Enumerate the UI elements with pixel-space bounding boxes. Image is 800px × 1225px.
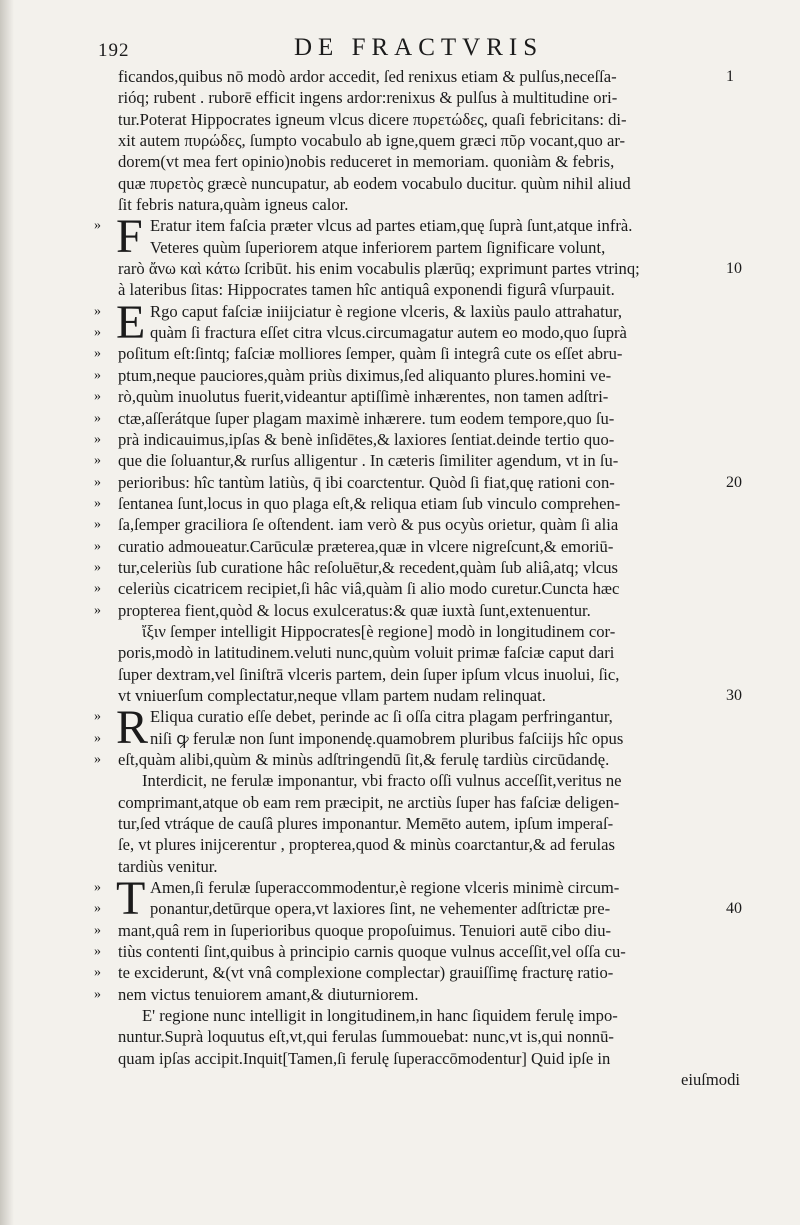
text-line: [118, 664, 740, 685]
line-text: à lateribus ſitas: Hippocrates tamen hîc antiquâ exponendi figurâ vſurpauit.: [118, 280, 615, 300]
line-text: ponantur,detūrque opera,vt laxiores ſint, ne vehementer adſtrictæ pre-: [150, 899, 611, 919]
text-line: [94, 429, 740, 450]
line-text: niſi ꝙ ferulæ non ſunt imponendę.quamobrem pluribus faſciĳs hîc opus: [150, 728, 624, 748]
text-line: [118, 66, 740, 87]
text-line: [118, 109, 740, 130]
line-number: 1: [726, 68, 734, 85]
margin-quote-mark: »: [94, 517, 101, 533]
line-text: comprimant,atque ob eam rem præcipit, ne arctiùs ſuper has faſciæ deligen-: [118, 792, 620, 812]
line-text: tur.Poterat Hippocrates igneum vlcus dicere πυρετώδες, quaſi febricitans: di-: [118, 109, 627, 129]
text-line: [94, 322, 740, 343]
text-line: [94, 898, 742, 919]
text-line: [118, 1069, 740, 1090]
text-line: [94, 728, 740, 749]
text-line: [118, 173, 740, 194]
margin-quote-mark: »: [94, 474, 101, 490]
drop-cap: F: [116, 210, 143, 264]
margin-quote-mark: »: [94, 389, 101, 405]
margin-quote-mark: »: [94, 431, 101, 447]
text-line: [118, 194, 740, 215]
margin-quote-mark: »: [94, 752, 101, 767]
line-text: nuntur.Suprà loquutus eſt,vt,qui ferulas ſummouebat: nunc,vt is,qui nonnū-: [118, 1027, 614, 1047]
text-line: [94, 365, 740, 386]
line-number: 10: [726, 260, 742, 278]
line-text: quam ipſas accipit.Inquit[Tamen,ſi ferulę ſuperaccōmodentur] Quid ipſe in: [118, 1048, 611, 1068]
text-line: [94, 962, 740, 983]
line-text: ſentanea ſunt,locus in quo plaga eſt,& reliqua etiam ſub vinculo comprehen-: [118, 493, 621, 513]
margin-quote-mark: »: [94, 559, 101, 575]
line-text: ficandos,quibus nō modò ardor accedit, ſed renixus etiam & pulſus,neceſſa-: [118, 67, 617, 86]
text-line: [118, 813, 740, 834]
drop-cap: T: [116, 872, 146, 926]
margin-quote-mark: »: [94, 880, 101, 896]
line-text: nem victus tenuiorem amant,& diuturniorem.: [118, 984, 419, 1004]
text-line: [118, 770, 740, 791]
text-line: [94, 578, 740, 599]
line-text: ctæ,aſſerátque ſuper plagam maximè inhærere. tum eodem tempore,quo ſu-: [118, 408, 615, 428]
line-text: Veteres quùm ſuperiorem atque inferiorem partem ſignificare volunt,: [150, 237, 606, 257]
text-line: [94, 493, 740, 514]
text-line: [118, 258, 740, 279]
line-text: vt vniuerſum complectatur,neque vllam partem nudam relinquat.: [118, 685, 546, 705]
line-text: perioribus: hîc tantùm latiùs, q̄ ibi coarctentur. Quòd ſi fiat,quę rationi con-: [118, 472, 615, 492]
line-text: ſit febris natura,quàm igneus calor.: [118, 195, 349, 215]
margin-quote-mark: »: [94, 367, 101, 383]
line-text: mant,quâ rem in ſuperioribus quoque propoſuimus. Tenuiori autē cibo diu-: [118, 920, 612, 940]
margin-quote-mark: »: [94, 410, 101, 426]
margin-quote-mark: »: [94, 303, 101, 319]
body-text: [94, 66, 742, 1091]
line-text: ἴξιν ſemper intelligit Hippocrates[è regione] modò in longitudinem cor-: [142, 621, 616, 641]
text-line: [118, 151, 740, 172]
text-line: [94, 472, 742, 493]
text-line: [94, 536, 740, 557]
line-text: ſa,ſemper graciliora ſe oſtendent. iam verò & pus ocyùs orietur, quàm ſi alia: [118, 515, 619, 535]
margin-quote-mark: »: [94, 453, 101, 469]
text-line: [94, 557, 740, 578]
page-gutter-shadow: [0, 0, 14, 1225]
line-text: tur,ſed vtráque de cauſâ plures imponantur. Memēto autem, ipſum imperaſ-: [118, 814, 614, 834]
text-line: [118, 1048, 740, 1069]
line-text: prà indicauimus,ipſas & benè inſidētes,& laxiores ſentiat.deinde tertio quo-: [118, 429, 615, 449]
margin-quote-mark: »: [94, 495, 101, 511]
text-line: [94, 514, 740, 535]
text-line: [118, 792, 740, 813]
text-line: [118, 279, 740, 300]
margin-quote-mark: »: [94, 325, 101, 341]
line-text: Rgo caput faſciæ iniĳciatur è regione vlceris, & laxiùs paulo attrahatur,: [150, 301, 623, 321]
drop-cap: R: [116, 701, 149, 755]
line-text: ſuper dextram,vel ſiniſtrā vlceris partem, dein ſuper ipſum vlcus inuolui, ſic,: [118, 664, 620, 684]
text-line: [94, 749, 740, 770]
margin-quote-mark: »: [94, 538, 101, 554]
text-line: [94, 450, 740, 471]
margin-quote-mark: »: [94, 965, 101, 981]
line-text: propterea fient,quòd & locus exulceratus:& quæ iuxtà ſunt,extenuentur.: [118, 600, 591, 620]
text-line: [94, 386, 740, 407]
line-text: poris,modò in latitudinem.veluti nunc,quùm voluit primæ faſciæ caput dari: [118, 643, 615, 663]
margin-quote-mark: »: [94, 901, 101, 917]
text-line: [118, 87, 740, 108]
text-line: [94, 920, 740, 941]
line-text: quàm ſi fractura eſſet citra vlcus.circumagatur autem eo modo,quo ſuprà: [150, 323, 627, 343]
margin-quote-mark: »: [94, 346, 101, 362]
text-line: [118, 834, 740, 855]
line-text: eſt,quàm alibi,quùm & minùs adſtringendū ſit,& ferulę tardiùs circūdandę.: [118, 750, 610, 769]
line-text: dorem(vt mea fert opinio)nobis reduceret in memoriam. quoniàm & febris,: [118, 152, 615, 172]
text-line: [94, 408, 740, 429]
line-text: curatio admoueatur.Carūculæ præterea,quæ in vlcere nigreſcunt,& emoriū-: [118, 536, 614, 556]
margin-quote-mark: »: [94, 922, 101, 938]
line-text: rióq; rubent . ruborē efficit ingens ardor:renixus & pulſus à multitudine ori-: [118, 88, 618, 108]
line-number: 30: [726, 686, 742, 704]
line-text: xit autem πυρώδες, ſumpto vocabulo ab igne,quem græci πῦρ vocant,quo ar-: [118, 131, 626, 151]
line-text: celeriùs cicatricem recipiet,ſi hâc viâ,quàm ſi alio modo curetur.Cuncta hæc: [118, 579, 620, 599]
line-text: tur,celeriùs ſub curatione hâc reſoluētur,& recedent,quàm ſub aliâ,atq; vlcus: [118, 557, 618, 577]
text-line: [118, 621, 740, 642]
text-line: [118, 685, 740, 706]
line-text: Eliqua curatio eſſe debet, perinde ac ſi oſſa citra plagam perfringantur,: [150, 707, 613, 727]
line-text: eiuſmodi: [681, 1070, 740, 1090]
line-text: E' regione nunc intelligit in longitudinem,in hanc ſiquidem ferulę impo-: [142, 1006, 618, 1026]
text-line: [118, 130, 740, 151]
text-line: [118, 1005, 740, 1026]
line-text: ptum,neque pauciores,quàm priùs diximus,ſed aliquanto plures.homini ve-: [118, 365, 612, 385]
margin-quote-mark: »: [94, 581, 101, 597]
page-number: 192: [98, 40, 130, 61]
text-line: [94, 600, 740, 621]
margin-quote-mark: »: [94, 986, 101, 1002]
margin-quote-mark: »: [94, 944, 101, 960]
line-text: Amen,ſi ferulæ ſuperaccommodentur,è regione vlceris minimè circum-: [150, 878, 620, 898]
margin-quote-mark: »: [94, 730, 101, 746]
text-line: [118, 642, 740, 663]
margin-quote-mark: »: [94, 709, 101, 725]
text-line: [94, 984, 740, 1005]
line-number: 40: [726, 900, 742, 918]
text-line: [94, 343, 740, 364]
line-text: tardiùs venitur.: [118, 856, 218, 876]
line-text: Eratur item faſcia præter vlcus ad partes etiam,quę ſuprà ſunt,atque infrà.: [150, 216, 633, 236]
drop-cap: E: [116, 295, 146, 349]
line-text: quæ πυρετὸς græcè nuncupatur, ab eodem vocabulo ducitur. quùm nihil aliud: [118, 173, 631, 193]
text-line: [118, 856, 740, 877]
text-line: [118, 1026, 740, 1047]
text-line: [118, 237, 740, 258]
line-text: ſe, vt plures inĳcerentur , propterea,quod & minùs coarctantur,& ad ferulas: [118, 835, 615, 855]
line-text: que die ſoluantur,& rurſus alligentur . In cæteris ſimiliter agendum, vt in ſu-: [118, 451, 619, 471]
line-text: poſitum eſt:ſintq; faſciæ molliores ſemper, quàm ſi integrâ cute os eſſet abru-: [118, 344, 623, 364]
line-text: rarò ἄνω καὶ κάτω ſcribūt. his enim vocabulis plærūq; exprimunt partes vtrinq;: [118, 259, 640, 279]
line-text: rò,quùm inuolutus fuerit,videantur aptiſſimè inhærentes, non tamen adſtri-: [118, 387, 609, 407]
line-text: Interdicit, ne ferulæ imponantur, vbi fracto oſſi vulnus acceſſit,veritus ne: [142, 771, 622, 791]
text-line: [94, 941, 740, 962]
running-title: DE FRACTVRIS: [294, 34, 544, 61]
page-header: [98, 34, 738, 64]
line-text: te exciderunt, &(vt vnâ complexione complectar) grauiſſimę fracturę ratio-: [118, 963, 614, 983]
margin-quote-mark: »: [94, 602, 101, 618]
line-number: 20: [726, 473, 742, 491]
line-text: tiùs contenti ſint,quibus à principio carnis quoque vulnus acceſſit,vel oſſa cu-: [118, 942, 626, 962]
margin-quote-mark: »: [94, 218, 101, 234]
